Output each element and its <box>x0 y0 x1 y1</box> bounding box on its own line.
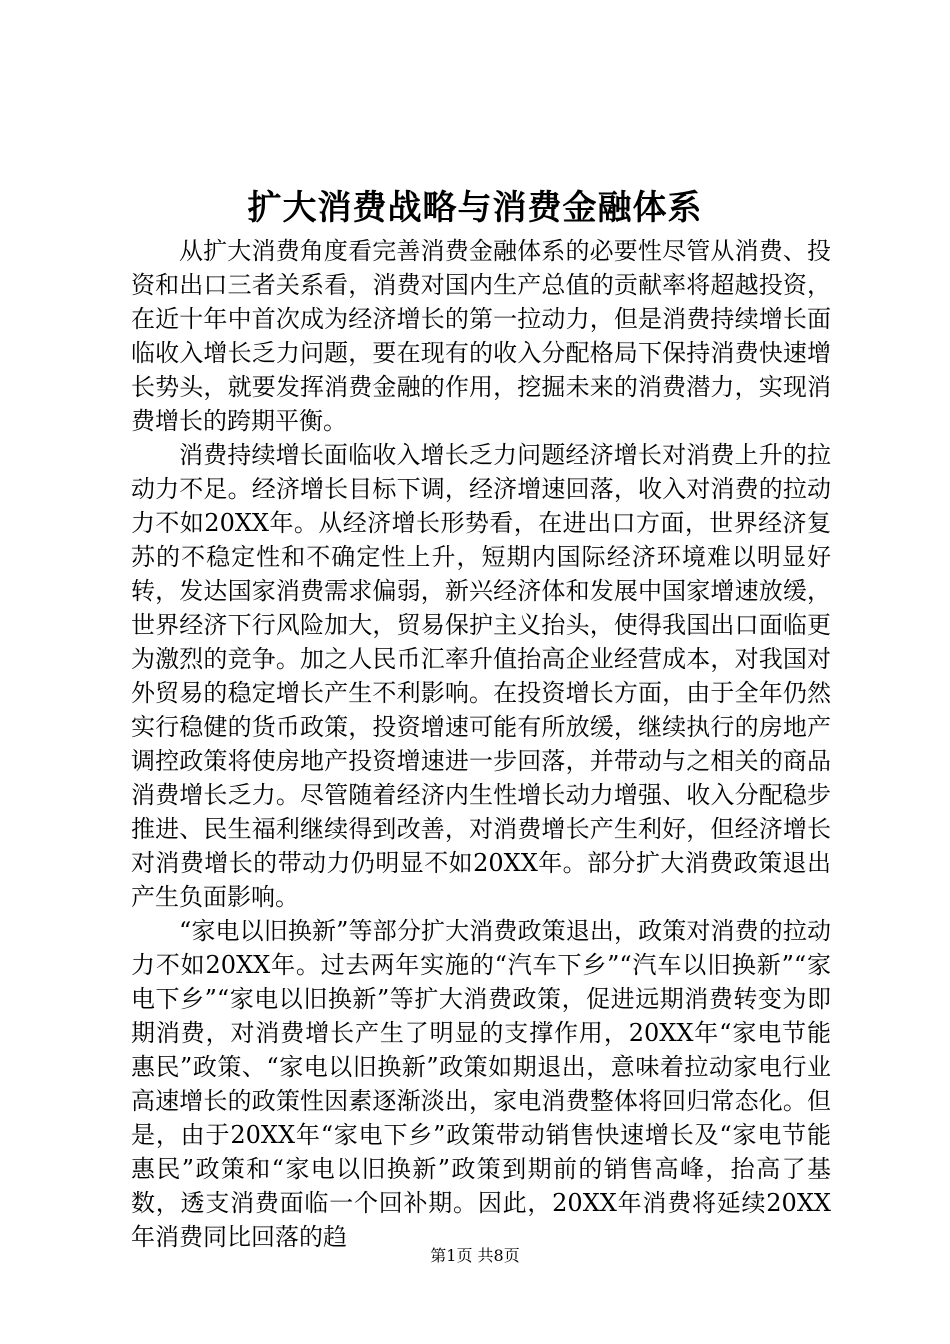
page-number-footer: 第1页 共8页 <box>430 1246 520 1265</box>
paragraph-3: “家电以旧换新”等部分扩大消费政策退出，政策对消费的拉动力不如20XX年。过去两年实施的“汽车下乡”“汽车以旧换新”“家电下乡”“家电以旧换新”等扩大消费政策，促进远期消费转变为即期消费，对消费增长产生了明显的支撑作用，20XX年“家电节能惠民”政策、“家电以旧换新”政策如期退出，意味着拉动家电行业高速增长的政策性因素逐渐淡出，家电消费整体将回归常态化。但是，由于20XX年“家电下乡”政策带动销售快速增长及“家电节能惠民”政策和“家电以旧换新”政策到期前的销售高峰，抬高了基数，透支消费面临一个回补期。因此，20XX年消费将延续20XX年消费同比回落的趋 <box>131 917 831 1251</box>
paragraph-2: 消费持续增长面临收入增长乏力问题经济增长对消费上升的拉动力不足。经济增长目标下调，经济增速回落，收入对消费的拉动力不如20XX年。从经济增长形势看，在进出口方面，世界经济复苏的不稳定性和不确定性上升，短期内国际经济环境难以明显好转，发达国家消费需求偏弱，新兴经济体和发展中国家增速放缓，世界经济下行风险加大，贸易保护主义抬头，使得我国出口面临更为激烈的竞争。加之人民币汇率升值抬高企业经营成本，对我国对外贸易的稳定增长产生不利影响。在投资增长方面，由于全年仍然实行稳健的货币政策，投资增速可能有所放缓，继续执行的房地产调控政策将使房地产投资增速进一步回落，并带动与之相关的商品消费增长乏力。尽管随着经济内生性增长动力增强、收入分配稳步推进、民生福利继续得到改善，对消费增长产生利好，但经济增长对消费增长的带动力仍明显不如20XX年。部分扩大消费政策退出产生负面影响。 <box>131 441 831 911</box>
paragraph-1: 从扩大消费角度看完善消费金融体系的必要性尽管从消费、投资和出口三者关系看，消费对国内生产总值的贡献率将超越投资，在近十年中首次成为经济增长的第一拉动力，但是消费持续增长面临收入增长乏力问题，要在现有的收入分配格局下保持消费快速增长势头，就要发挥消费金融的作用，挖掘未来的消费潜力，实现消费增长的跨期平衡。 <box>131 237 831 435</box>
document-title: 扩大消费战略与消费金融体系 <box>247 188 703 228</box>
document-body <box>131 234 831 1254</box>
